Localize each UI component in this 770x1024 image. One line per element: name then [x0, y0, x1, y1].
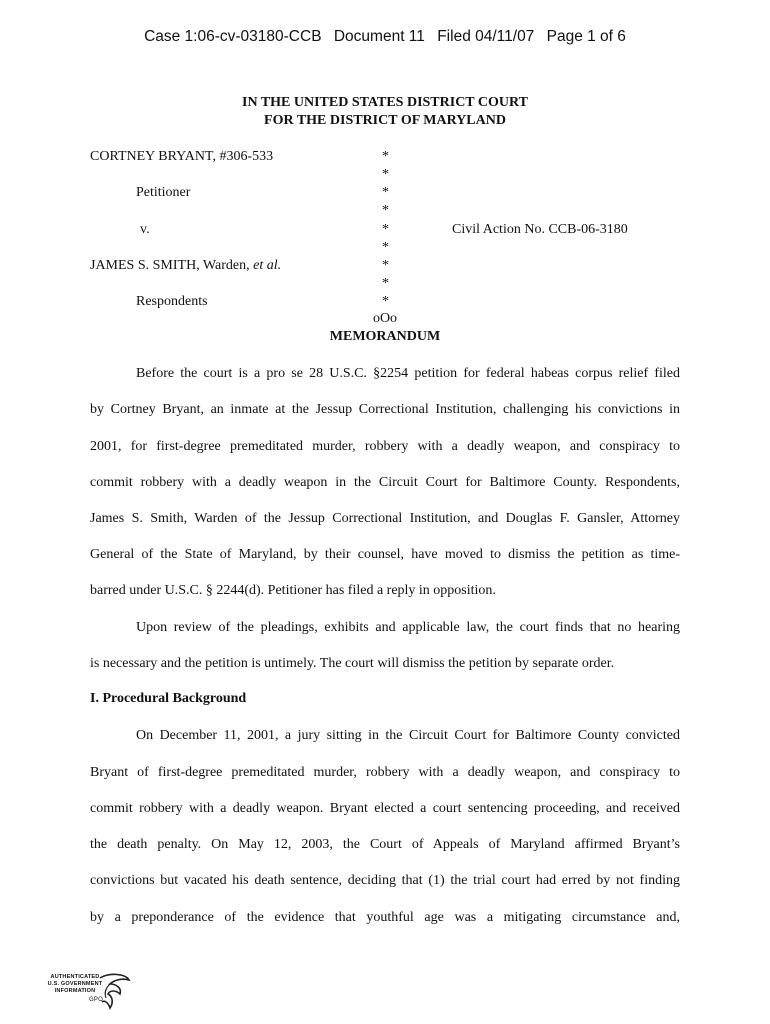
document-header [0, 28, 770, 46]
document-number: Document 11 [333, 28, 425, 45]
caption-divider: oOo [372, 311, 398, 326]
civil-action-number: Civil Action No. CCB-06-3180 [452, 222, 628, 237]
body-line: James S. Smith, Warden of the Jessup Correctional Institution, and Douglas F. Gansler, Attorney [90, 511, 680, 526]
petitioner-name: CORTNEY BRYANT, #306-533 [90, 149, 274, 164]
court-title [0, 94, 770, 130]
respondent-label: Respondents [136, 294, 208, 309]
petitioner-label: Petitioner [136, 185, 191, 200]
body-line: is necessary and the petition is untimely. The court will dismiss the petition by separate order. [90, 656, 615, 671]
body-line: by Cortney Bryant, an inmate at the Jessup Correctional Institution, challenging his convictions in [90, 402, 680, 417]
body-line: commit robbery with a deadly weapon. Bryant elected a court sentencing proceeding, and received [90, 801, 680, 816]
page-number: Page 1 of 6 [546, 28, 626, 45]
caption-star: * [382, 240, 389, 255]
body-line: Bryant of first-degree premeditated murder, robbery with a deadly weapon, and conspiracy to [90, 765, 680, 780]
body-line: 2001, for first-degree premeditated murder, robbery with a deadly weapon, and conspiracy to [90, 439, 680, 454]
respondent-name [90, 258, 281, 274]
caption-star: * [382, 203, 389, 218]
body-line: convictions but vacated his death sentence, deciding that (1) the trial court had erred by not finding [90, 873, 680, 888]
section-heading: I. Procedural Background [90, 691, 247, 706]
body-line: commit robbery with a deadly weapon in the Circuit Court for Baltimore County. Respondents, [90, 475, 680, 490]
caption-star: * [382, 185, 389, 200]
gpo-authentication-seal [40, 972, 132, 1016]
court-title-line-2: FOR THE DISTRICT OF MARYLAND [264, 113, 506, 128]
seal-line-3: INFORMATION [54, 988, 96, 994]
caption-star: * [382, 258, 389, 273]
seal-line-4: GPO [89, 997, 103, 1003]
versus: v. [140, 222, 150, 237]
respondent-name-text: JAMES S. SMITH, Warden, [90, 258, 254, 273]
body-line: by a preponderance of the evidence that youthful age was a mitigating circumstance and, [90, 910, 680, 925]
caption-star: * [382, 149, 389, 164]
body-line: General of the State of Maryland, by their counsel, have moved to dismiss the petition as time- [90, 547, 680, 562]
document-title: MEMORANDUM [329, 329, 441, 344]
seal-line-2: U.S. GOVERNMENT [47, 981, 103, 987]
caption-star: * [382, 276, 389, 291]
filed-date: Filed 04/11/07 [437, 28, 535, 45]
eagle-icon [96, 972, 132, 1016]
respondent-et-al: et al. [253, 258, 282, 273]
caption-star: * [382, 222, 389, 237]
caption-star: * [382, 294, 389, 309]
body-line: Before the court is a pro se 28 U.S.C. §2254 petition for federal habeas corpus relief filed [136, 366, 680, 381]
case-number: Case 1:06-cv-03180-CCB [144, 28, 322, 45]
court-title-line-1: IN THE UNITED STATES DISTRICT COURT [242, 95, 528, 110]
body-line: barred under U.S.C. § 2244(d). Petitioner has filed a reply in opposition. [90, 583, 496, 598]
seal-line-1: AUTHENTICATED [50, 974, 100, 980]
caption-star: * [382, 167, 389, 182]
body-line: Upon review of the pleadings, exhibits and applicable law, the court finds that no hearing [136, 620, 680, 635]
body-line: On December 11, 2001, a jury sitting in the Circuit Court for Baltimore County convicted [136, 728, 680, 743]
body-line: the death penalty. On May 12, 2003, the Court of Appeals of Maryland affirmed Bryant’s [90, 837, 680, 852]
